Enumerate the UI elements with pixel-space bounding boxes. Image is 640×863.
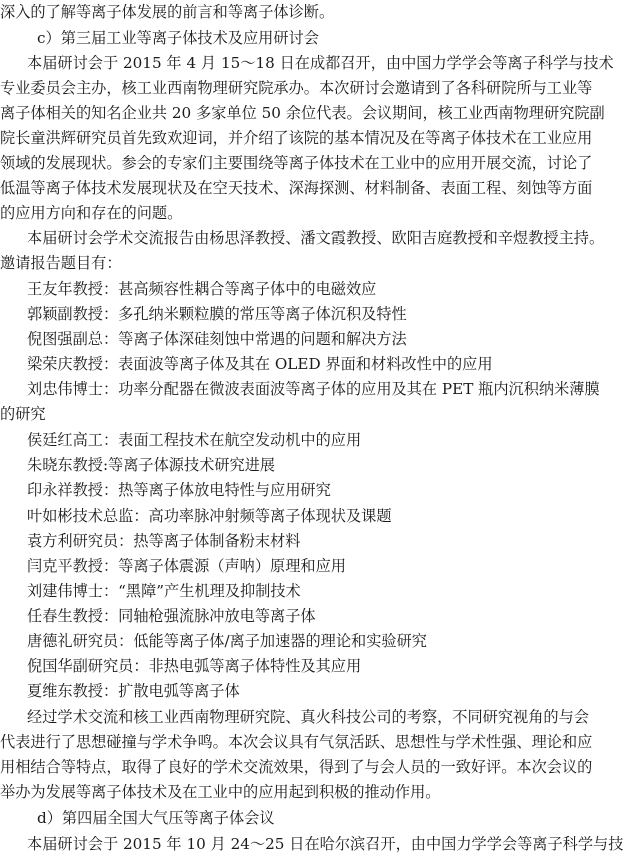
report-list-item: 郭颖副教授：多孔纳米颗粒膜的常压等离子体沉积及特性	[27, 305, 407, 323]
paragraph-line: 本届研讨会于 2015 年 4 月 15～18 日在成都召开，由中国力学学会等离子科学与技术	[27, 54, 614, 72]
report-list-item: 印永祥教授：热等离子体放电特性与应用研究	[27, 481, 331, 499]
paragraph-line: 经过学术交流和核工业西南物理研究院、真火科技公司的考察，不同研究视角的与会	[27, 708, 589, 726]
report-list-item: 袁方利研究员：热等离子体制备粉末材料	[27, 532, 301, 550]
paragraph-line: 本届研讨会学术交流报告由杨思泽教授、潘文霞教授、欧阳吉庭教授和辛煜教授主持。	[27, 229, 605, 247]
report-list-item-continued: 的研究	[0, 405, 46, 423]
paragraph-line: 本届研讨会于 2015 年 10 月 24～25 日在哈尔滨召开，由中国力学学会等离子科学与技	[27, 835, 624, 853]
paragraph-line: 用相结合等特点，取得了良好的学术交流效果，得到了与会人员的一致好评。本次会议的	[0, 758, 593, 776]
paragraph-line: 深入的了解等离子体发展的前言和等离子体诊断。	[0, 3, 335, 21]
paragraph-line: 离子体相关的知名企业共 20 多家单位 50 余位代表。会议期间，核工业西南物理研究院副	[0, 104, 605, 122]
report-list-item: 闫克平教授：等离子体震源（声呐）原理和应用	[27, 557, 346, 575]
report-list-item: 刘忠伟博士：功率分配器在微波表面波等离子体的应用及其在 PET 瓶内沉积纳米薄膜	[27, 380, 600, 398]
report-list-item: 刘建伟博士：“黑障”产生机理及抑制技术	[27, 582, 301, 600]
paragraph-line: 邀请报告题目有：	[0, 254, 122, 272]
paragraph-line: 的应用方向和存在的问题。	[0, 204, 183, 222]
section-heading-c: c）第三届工业等离子体技术及应用研讨会	[37, 29, 319, 47]
report-list-item: 侯廷红高工：表面工程技术在航空发动机中的应用	[27, 431, 362, 449]
report-list-item: 朱晓东教授:等离子体源技术研究进展	[27, 456, 276, 474]
paragraph-line: 专业委员会主办，核工业西南物理研究院承办。本次研讨会邀请到了各科研院所与工业等	[0, 79, 593, 97]
report-list-item: 王友年教授：甚高频容性耦合等离子体中的电磁效应	[27, 280, 377, 298]
report-list-item: 叶如彬技术总监：高功率脉冲射频等离子体现状及课题	[27, 507, 392, 525]
report-list-item: 任春生教授：同轴枪强流脉冲放电等离子体	[27, 607, 316, 625]
paragraph-line: 举办为发展等离子体技术及在工业中的应用起到积极的推动作用。	[0, 783, 441, 801]
section-heading-d: d）第四届全国大气压等离子体会议	[37, 809, 275, 827]
report-list-item: 倪国华副研究员：非热电弧等离子体特性及其应用	[27, 657, 362, 675]
report-list-item: 梁荣庆教授：表面波等离子体及其在 OLED 界面和材料改性中的应用	[27, 355, 493, 373]
paragraph-line: 院长童洪辉研究员首先致欢迎词，并介绍了该院的基本情况及在等离子体技术在工业应用	[0, 129, 593, 147]
paragraph-line: 领域的发展现状。参会的专家们主要围绕等离子体技术在工业中的应用开展交流，讨论了	[0, 154, 593, 172]
report-list-item: 夏维东教授：扩散电弧等离子体	[27, 682, 240, 700]
report-list-item: 倪图强副总：等离子体深硅刻蚀中常遇的问题和解决方法	[27, 330, 407, 348]
paragraph-line: 低温等离子体技术发展现状及在空天技术、深海探测、材料制备、表面工程、刻蚀等方面	[0, 179, 593, 197]
report-list-item: 唐德礼研究员：低能等离子体/离子加速器的理论和实验研究	[27, 632, 427, 650]
paragraph-line: 代表进行了思想碰撞与学术争鸣。本次会议具有气氛活跃、思想性与学术性强、理论和应	[0, 733, 593, 751]
